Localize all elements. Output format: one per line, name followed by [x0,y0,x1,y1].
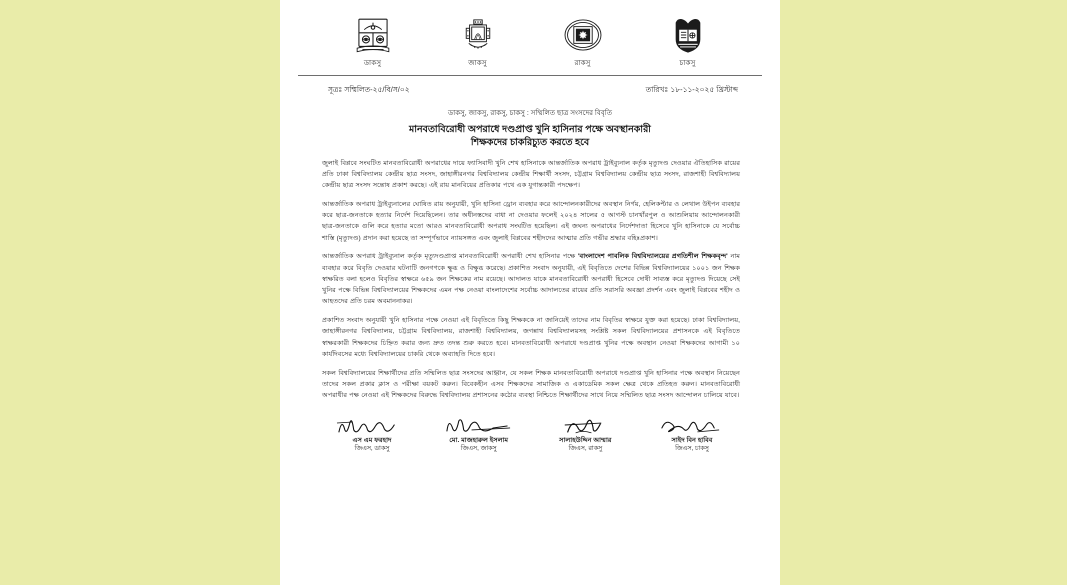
signatory-name-jucsu: মো. মাজহারুল ইসলাম [449,436,509,444]
logo-caption-cucsu: চাকসু [679,60,696,67]
signature-block-rucsu [533,415,637,454]
title-block [280,97,780,150]
statement-body [280,150,780,402]
reference-number: সূত্রঃ সম্মিলিত-২৫/বি/স/০২ [328,85,410,94]
signatory-role-rucsu: জিএস, রাকসু [568,445,603,453]
logo-block-jucsu [443,12,513,67]
signatory-name-cucsu: সাইদ বিন হাবিব [671,436,713,444]
statement-paragraph-5: সকল বিশ্ববিদ্যালয়ের শিক্ষার্থীদের প্রতি সম্মিলিত ছাত্র সংসদের আহ্বান, যে সকল শিক্ষক মানবতাবিরোধী অপরাধে দণ্ডপ্রাপ্ত খুনি হাসিনার পক্ষে অবস্থান নিয়েছেন তাদের সকল প্রকার ক্লাস ও পরীক্ষা বয়কট করুন। বিবেকহীন এসব শিক্ষকদের সামাজিক ও একাডেমিক সকল ক্ষেত্র থেকে প্রতিহত করুন। মানবতাবিরোধী অপরাধীর পক্ষ নেওয়া এই শিক্ষকদের বিরুদ্ধে বিশ্ববিদ্যালয় প্রশাসনের কঠোর ব্যবস্থা নিশ্চিতে শিক্ষার্থীদের সাথে নিয়ে সম্মিলিত ছাত্র সংসদ আন্দোলন চালিয়ে যাবে। [322,369,740,400]
logo-block-cucsu [653,12,723,67]
handwritten-signature-icon [440,415,518,435]
page-title [320,123,740,150]
statement-paragraph-4: প্রকাশিত সংবাদ অনুযায়ী খুনি হাসিনার পক্ষে নেওয়া এই বিবৃতিতে কিছু শিক্ষককে না জানিয়েই তাদের নাম বিবৃতির স্বাক্ষরে যুক্ত করা হয়েছে। ঢাকা বিশ্ববিদ্যালয়, জাহাঙ্গীরনগর বিশ্ববিদ্যালয়, চট্টগ্রাম বিশ্ববিদ্যালয়, রাজশাহী বিশ্ববিদ্যালয়, জগন্নাথ বিশ্ববিদ্যালয়সহ সংশ্লিষ্ট সকল বিশ্ববিদ্যালয়ের প্রশাসনকে এই বিবৃতিতে স্বাক্ষরকারী শিক্ষকদের চিহ্নিত করার জন্য দ্রুত তদন্ত শুরু করতে হবে। মানবতাবিরোধী অপরাধে দণ্ডপ্রাপ্ত খুনির পক্ষে অবস্থান নেওয়া শিক্ষকদের আগামী ১০ কার্যদিবসের মধ্যে বিশ্ববিদ্যালয়ের চাকরি থেকে অব্যাহতি দিতে হবে। [322,317,740,358]
logo-caption-rucsu: রাকসু [574,60,591,67]
signatory-role-cucsu: জিএস, চাকসু [675,445,709,453]
signature-block-ducsu [320,415,424,454]
logo-block-rucsu [548,12,618,67]
logo-block-ducsu [338,12,408,67]
reference-row [280,76,780,97]
dhaka-university-crest-icon [350,12,396,58]
paragraph-3-text-after-bold: নাম ব্যবহার করে বিবৃতি দেওয়ার ঘটনাটি জনগণকে ক্ষুব্ধ ও বিক্ষুব্ধ করেছে। প্রকাশিত সংবাদ অনুযায়ী, এই বিবৃতিতে দেশের বিভিন্ন বিশ্ববিদ্যালয়ের ১০০১ জন শিক্ষক স্বাক্ষরিত বলা হলেও বিবৃতির স্বাক্ষরে ৬৫৯ জন শিক্ষকের নাম রয়েছে। আদালত যাকে মানবতাবিরোধী অপরাধী হিসেবে দোষী সাব্যস্ত করে মৃত্যুদণ্ড দিয়েছে সেই খুনির পক্ষে বিভিন্ন বিশ্ববিদ্যালয়ের শিক্ষকদের এমন পক্ষ নেওয়া বাংলাদেশের সর্বোচ্চ আদালতের রায়ের প্রতি সরাসরি অবজ্ঞা প্রদর্শন এবং জুলাই বিপ্লবের শহীদ ও আহতদের প্রতি চরম অবমাননাকর। [322,253,740,306]
document-date: তারিখঃ ১৮-১১-২০২৫ খ্রিস্টাব্দ [645,85,738,94]
signature-row [280,409,780,454]
letterhead-logo-strip [280,0,780,71]
logo-caption-ducsu: ডাকসু [363,60,382,67]
signature-block-jucsu [427,415,531,454]
statement-document-page [280,0,780,585]
signature-block-cucsu [640,415,744,454]
page-title-line-1: মানবতাবিরোধী অপরাধে দণ্ডপ্রাপ্ত খুনি হাসিনার পক্ষে অবস্থানকারী [409,123,651,134]
signatory-name-ducsu: এস এম ফরহাদ [352,436,392,444]
signatory-name-rucsu: সালাহউদ্দিন আম্মার [559,436,612,444]
jahangirnagar-university-crest-icon [455,12,501,58]
statement-paragraph-2: আন্তর্জাতিক অপরাধ ট্রাইব্যুনালের ঘোষিত রায় অনুযায়ী, খুনি হাসিনা ড্রোন ব্যবহার করে আন্দোলনকারীদের অবস্থান নির্ণয়, হেলিকপ্টার ও লেথাল উইপন ব্যবহার করে ছাত্র-জনতাকে হত্যার নির্দেশ দিয়েছিলেন। তার অধীনস্তদের বাধা না দেওয়ার ফলেই ২০২৪ সালের ৫ আগস্ট চানখাঁরপুল ও আশুলিয়ায় আন্দোলনকারী ছাত্র-জনতাকে গুলি করে হত্যার মতো আরও মানবতাবিরোধী অপরাধ সংঘটিত হয়েছিল। এই জঘন্য অপরাধের নির্দেশদাতা হিসেবে খুনি হাসিনাকে যে সর্বোচ্চ শাস্তি (মৃত্যুদণ্ড) প্রদান করা হয়েছে তা সম্পূর্ণভাবে ন্যায়সঙ্গত এবং জুলাই বিপ্লবের শহীদদের আত্মার প্রতি গভীর শ্রদ্ধার বহিঃপ্রকাশ। [322,200,740,242]
handwritten-signature-icon [653,415,731,435]
signatory-role-ducsu: জিএস, ডাকসু [354,445,390,453]
document-subtitle: ডাকসু, জাকসু, রাকসু, চাকসু : সম্মিলিত ছাত্র সংসদের বিবৃতি [448,110,612,117]
paragraph-3-text-before-bold: আন্তর্জাতিক অপরাধ ট্রাইব্যুনাল কর্তৃক মৃত্যুদণ্ডপ্রাপ্ত মানবতাবিরোধী অপরাধী শেখ হাসিনার পক্ষে [322,253,578,261]
rajshahi-university-crest-icon [560,12,606,58]
statement-paragraph-3 [322,251,740,307]
page-title-line-2: শিক্ষকদের চাকরিচ্যুত করতে হবে [470,137,590,148]
chittagong-university-crest-icon [665,12,711,58]
paragraph-3-highlighted-name: 'বাংলাদেশ পাবলিক বিশ্ববিদ্যালয়ের প্রগতিশীল শিক্ষকবৃন্দ' [577,253,728,261]
logo-caption-jucsu: জাকসু [468,60,487,67]
signatory-role-jucsu: জিএস, জাকসু [460,445,497,453]
handwritten-signature-icon [546,415,624,435]
handwritten-signature-icon [333,415,411,435]
statement-paragraph-1: জুলাই বিপ্লবে সংঘটিত মানবতাবিরোধী অপরাধের দায়ে ফ্যাসিবাদী খুনি শেখ হাসিনাকে আন্তর্জাতিক অপরাধ ট্রাইব্যুনাল কর্তৃক মৃত্যুদণ্ড দেওয়ার ঐতিহাসিক রায়ের প্রতি ঢাকা বিশ্ববিদ্যালয় কেন্দ্রীয় ছাত্র সংসদ, জাহাঙ্গীরনগর বিশ্ববিদ্যালয় কেন্দ্রীয় শিক্ষার্থী সংসদ, চট্টগ্রাম বিশ্ববিদ্যালয় কেন্দ্রীয় ছাত্র সংসদ, রাজশাহী বিশ্ববিদ্যালয় কেন্দ্রীয় ছাত্র সংসদ সন্তোষ প্রকাশ করছে। এই রায় মানবিয়ের প্রতিকার পথে এক যুগান্তকারী পদক্ষেপ। [322,159,740,190]
